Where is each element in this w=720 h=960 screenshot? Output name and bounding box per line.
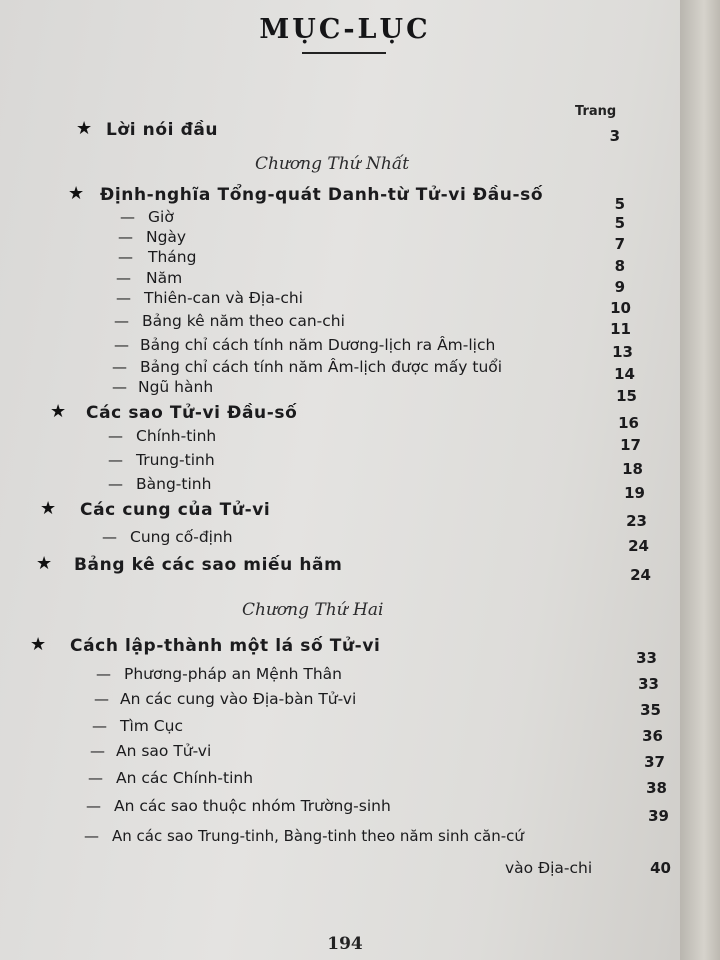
toc-entry-page: 39 — [648, 807, 669, 825]
toc-entry-label: Trung-tinh — [136, 451, 215, 469]
dash-icon: — — [118, 248, 133, 266]
dash-icon: — — [114, 312, 129, 330]
toc-entry-label: An các cung vào Địa-bàn Tử-vi — [120, 690, 357, 708]
chapter-heading-2: Chương Thứ Hai — [242, 600, 384, 620]
toc-entry — [0, 826, 690, 882]
toc-entry-label: Lời nói đầu — [106, 120, 219, 140]
toc-entry — [0, 768, 690, 797]
toc-entry — [0, 401, 690, 432]
toc-entry — [0, 377, 690, 405]
star-icon: ★ — [68, 183, 85, 204]
toc-entry-page: 19 — [624, 484, 645, 502]
toc-entry-label: Thiên-can và Địa-chi — [144, 289, 303, 307]
page-edge — [680, 0, 720, 960]
toc-entry — [0, 120, 690, 144]
toc-entry — [0, 288, 690, 317]
toc-entry — [0, 498, 690, 530]
toc-entry — [0, 716, 690, 745]
title-underline — [302, 52, 386, 54]
toc-entry — [0, 634, 690, 667]
toc-entry-label: Cách lập-thành một lá số Tử-vi — [70, 636, 381, 656]
toc-entry-page: 7 — [614, 235, 625, 253]
dash-icon: — — [116, 289, 131, 307]
toc-entry-page: 38 — [646, 779, 667, 797]
toc-entry-label: An các sao Trung-tinh, Bàng-tinh theo năm sinh căn-cứ — [112, 827, 524, 845]
toc-entry-page: 37 — [644, 753, 665, 771]
toc-entry-label: Năm — [146, 269, 183, 287]
toc-entry-label: Bàng-tinh — [136, 475, 212, 493]
toc-entry-page: 33 — [636, 649, 657, 667]
dash-icon: — — [92, 717, 107, 735]
toc-entry-label: Chính-tinh — [136, 427, 217, 445]
toc-entry-page: 36 — [642, 727, 663, 745]
toc-entry-page: 18 — [622, 460, 643, 478]
toc-entry-page: 13 — [612, 343, 633, 361]
toc-entry — [0, 796, 690, 825]
toc-entry — [0, 450, 690, 478]
toc-entry-label: An các Chính-tinh — [116, 769, 254, 787]
toc-entry-page: 24 — [630, 566, 651, 584]
star-icon: ★ — [36, 553, 53, 574]
dash-icon: — — [90, 742, 105, 760]
toc-entry-page: 35 — [640, 701, 661, 719]
dash-icon: — — [96, 665, 111, 683]
dash-icon: — — [88, 769, 103, 787]
page-number: 194 — [327, 934, 363, 954]
page-title: MỤC-LỤC — [259, 14, 431, 45]
dash-icon: — — [108, 475, 123, 493]
star-icon: ★ — [40, 498, 57, 519]
toc-entry-page: 17 — [620, 436, 641, 454]
toc-entry — [0, 183, 690, 213]
toc-entry-label: Các sao Tử-vi Đầu-số — [86, 403, 298, 423]
toc-entry-label: Bảng kê các sao miếu hãm — [74, 555, 343, 575]
star-icon: ★ — [50, 401, 67, 422]
chapter-heading-1: Chương Thứ Nhất — [255, 154, 410, 174]
toc-entry-page: 15 — [616, 387, 637, 405]
toc-entry-page: 16 — [618, 414, 639, 432]
dash-icon: — — [108, 427, 123, 445]
toc-entry-page: 11 — [610, 320, 631, 338]
toc-entry-label: Bảng chỉ cách tính năm Dương-lịch ra Âm-lịch — [140, 336, 496, 354]
toc-entry-label: Giờ — [148, 208, 174, 226]
toc-entry-label: Định-nghĩa Tổng-quát Danh-từ Tử-vi Đầu-số — [100, 185, 544, 205]
toc-entry-label: Phương-pháp an Mệnh Thân — [124, 665, 343, 683]
dash-icon: — — [86, 797, 101, 815]
toc-entry-label-continued: vào Địa-chi — [505, 859, 593, 877]
toc-entry-page: 8 — [614, 257, 625, 275]
star-icon: ★ — [76, 118, 93, 139]
toc-entry-page: 24 — [628, 537, 649, 555]
toc-entry — [0, 664, 690, 693]
toc-entry — [0, 335, 690, 359]
dash-icon: — — [102, 528, 117, 546]
dash-icon: — — [120, 208, 135, 226]
toc-entry-label: Cung cố-định — [130, 528, 233, 546]
toc-entry-label: Tìm Cục — [120, 717, 183, 735]
toc-entry-label: An sao Tử-vi — [116, 742, 212, 760]
toc-entry-page: 33 — [638, 675, 659, 693]
page-column-header: Trang — [575, 104, 617, 119]
toc-entry-page: 3 — [609, 127, 620, 145]
toc-entry — [0, 311, 690, 338]
toc-entry-page: 40 — [650, 859, 671, 877]
toc-entry-label: Tháng — [148, 248, 197, 266]
toc-entry-label: An các sao thuộc nhóm Trường-sinh — [114, 797, 391, 815]
toc-entry-page: 10 — [610, 299, 631, 317]
dash-icon: — — [112, 358, 127, 376]
toc-entry-page: 5 — [614, 195, 625, 213]
dash-icon: — — [116, 269, 131, 287]
toc-entry — [0, 689, 690, 719]
star-icon: ★ — [30, 634, 47, 655]
toc-entry — [0, 553, 690, 584]
dash-icon: — — [114, 336, 129, 354]
toc-entry-page: 5 — [614, 214, 625, 232]
toc-entry — [0, 741, 690, 771]
dash-icon: — — [84, 827, 99, 845]
toc-entry — [0, 527, 690, 555]
toc-entry-label: Các cung của Tử-vi — [80, 500, 271, 520]
dash-icon: — — [112, 378, 127, 396]
toc-entry-label: Ngũ hành — [138, 378, 214, 396]
dash-icon: — — [118, 228, 133, 246]
toc-entry — [0, 426, 690, 454]
dash-icon: — — [108, 451, 123, 469]
dash-icon: — — [94, 690, 109, 708]
toc-entry-page: 9 — [614, 278, 625, 296]
toc-entry-page: 23 — [626, 512, 647, 530]
toc-entry-label: Bảng chỉ cách tính năm Âm-lịch được mấy tuổi — [140, 358, 503, 376]
toc-entry-label: Bảng kê năm theo can-chi — [142, 312, 345, 330]
toc-entry-label: Ngày — [146, 228, 187, 246]
toc-entry-page: 14 — [614, 365, 635, 383]
toc-entry — [0, 474, 690, 502]
